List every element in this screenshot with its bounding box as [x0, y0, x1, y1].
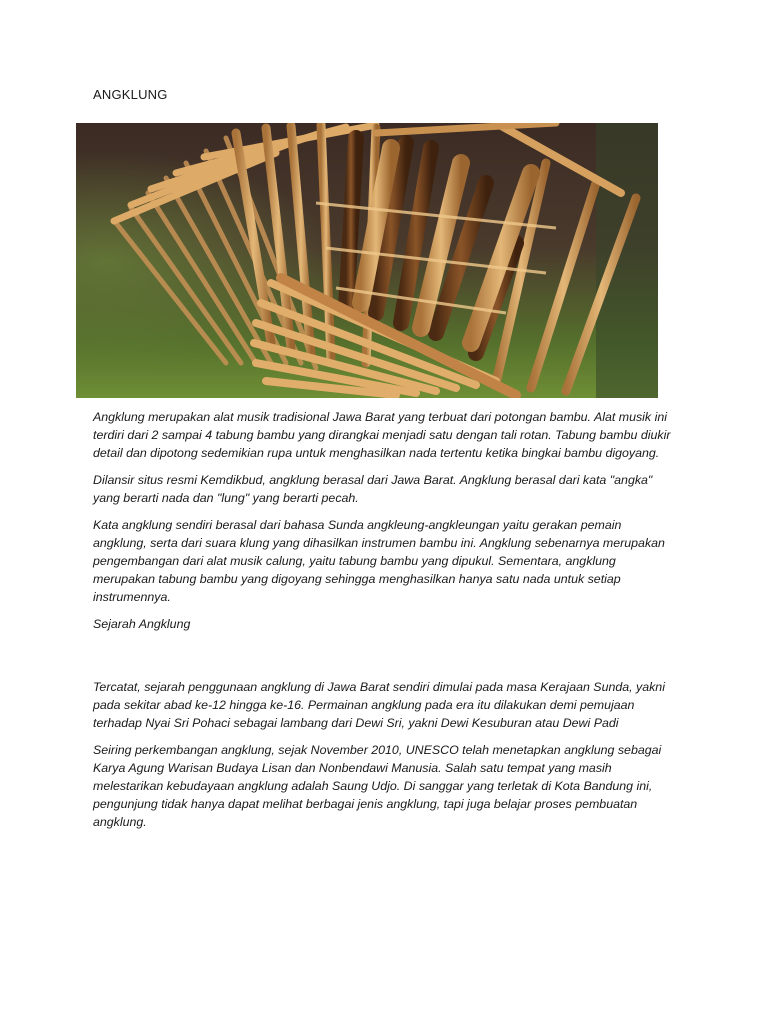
angklung-photo	[76, 123, 658, 398]
paragraph-history: Tercatat, sejarah penggunaan angklung di Jawa Barat sendiri dimulai pada masa Kerajaan Sunda, yakni pada sekitar abad ke-12 hingga ke-16. Permainan angklung pada era itu dilakukan demi pemujaan terhadap Nyai Sri Pohaci sebagai lambang dari Dewi Sri, yakni Dewi Kesuburan atau Dewi Padi	[93, 680, 665, 730]
paragraph-origin: Dilansir situs resmi Kemdikbud, angklung berasal dari Jawa Barat. Angklung berasal dari kata "angka" yang berarti nada dan "lung" yang berarti pecah.	[93, 473, 653, 505]
section-heading: Sejarah Angklung	[93, 617, 191, 631]
blank-line	[93, 660, 675, 678]
document-body	[93, 408, 675, 840]
paragraph-definition: Angklung merupakan alat musik tradisional Jawa Barat yang terbuat dari potongan bambu. Alat musik ini terdiri dari 2 sampai 4 tabung bambu yang dirangkai menjadi satu dengan tali rotan. Tabung bambu diukir detail dan dipotong sedemikian rupa untuk menghasilkan nada tertentu ketika bingkai bambu digoyang.	[93, 410, 671, 460]
paragraph-etymology: Kata angklung sendiri berasal dari bahasa Sunda angkleung-angkleungan yaitu gerakan pemain angklung, serta dari suara klung yang dihasilkan instrumen bambu ini. Angklung sebenarnya merupakan pengembangan dari alat musik calung, yaitu tabung bambu yang dipukul. Sementara, angklung merupakan tabung bambu yang digoyang sehingga menghasilkan hanya satu nada untuk setiap instrumennya.	[93, 518, 665, 604]
document-title: ANGKLUNG	[93, 87, 168, 102]
paragraph-unesco: Seiring perkembangan angklung, sejak November 2010, UNESCO telah menetapkan angklung sebagai Karya Agung Warisan Budaya Lisan dan Nonbendawi Manusia. Salah satu tempat yang masih melestarikan kebudayaan angklung adalah Saung Udjo. Di sanggar yang terletak di Kota Bandung ini, pengunjung tidak hanya dapat melihat berbagai jenis angklung, tapi juga belajar proses pembuatan angklung.	[93, 743, 662, 829]
